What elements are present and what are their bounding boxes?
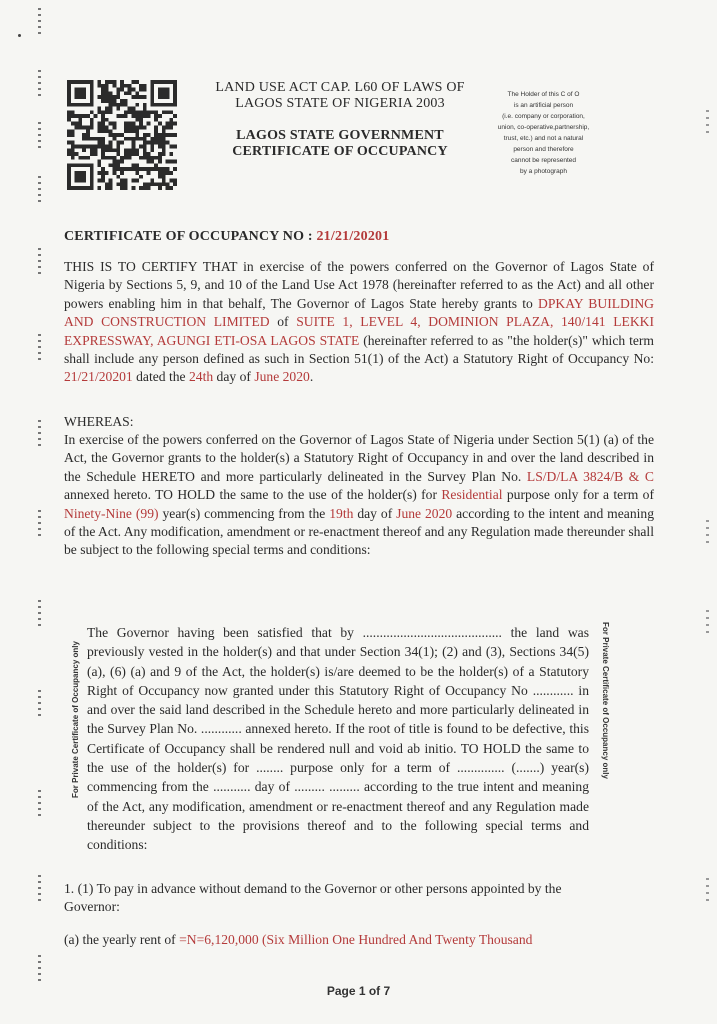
act-title-line-2: LAGOS STATE OF NIGERIA 2003 <box>235 96 445 111</box>
whereas-heading: WHEREAS: <box>64 414 134 429</box>
document-title <box>200 128 480 160</box>
side-label-left: For Private Certificate of Occupancy only <box>71 641 80 798</box>
act-title-line-1: LAND USE ACT CAP. L60 OF LAWS OF <box>215 80 465 95</box>
holder-note: The Holder of this C of O is an artificial person (i.e. company or corporation, union, co-operative,partnership, trust, etc.) and not a natural person and therefore cannot be represented by a photograph <box>497 91 590 175</box>
page-number: Page 1 of 7 <box>326 984 391 998</box>
act-title <box>200 80 480 112</box>
document-title-line-1: LAGOS STATE GOVERNMENT <box>236 128 444 143</box>
scan-speck <box>18 34 21 37</box>
yearly-rent-amount: =N=6,120,000 (Six Million One Hundred And Twenty Thousand <box>179 932 533 947</box>
qr-code <box>67 80 177 190</box>
binder-marks-right <box>706 0 712 1024</box>
certificate-number: CERTIFICATE OF OCCUPANCY NO : 21/21/20201 <box>64 229 390 244</box>
certification-paragraph: THIS IS TO CERTIFY THAT in exercise of the powers conferred on the Governor of Lagos State of Nigeria by Sections 5, 9, and 10 of the Land Use Act 1978 (hereinafter referred to as the Act) and all other powers enabling him in that behalf, The Governor of Lagos State hereby grants to DPKAY BUILDING AND CONSTRUCTION LIMITED of SUITE 1, LEVEL 4, DOMINION PLAZA, 140/141 LEKKI EXPRESSWAY, AGUNGI ETI-OSA LAGOS STATE (hereinafter referred to as "the holder(s)" which term shall include any person defined as such in Section 51(1) of the Act) a Statutory Right of Occupancy No: 21/21/20201 dated the 24th day of June 2020. <box>64 259 654 385</box>
clause-1: 1. (1) To pay in advance without demand to the Governor or other persons appointed by the Governor: <box>64 881 562 915</box>
grantee-address: SUITE 1, LEVEL 4, DOMINION PLAZA, 140/141 LEKKI EXPRESSWAY, AGUNGI ETI-OSA LAGOS STATE <box>64 314 654 348</box>
land-purpose: Residential <box>441 487 503 503</box>
grantee-name: DPKAY BUILDING AND CONSTRUCTION LIMITED <box>64 295 654 330</box>
document-title-line-2: CERTIFICATE OF OCCUPANCY <box>232 144 448 159</box>
clause-1a: (a) the yearly rent of =N=6,120,000 (Six Million One Hundred And Twenty Thousand <box>64 932 533 947</box>
whereas-paragraph: In exercise of the powers conferred on the Governor of Lagos State of Nigeria under Section 5(1) (a) of the Act, the Governor grants to the holder(s) a Statutory Right of Occupancy in and over the land described in the Schedule HERETO and more particularly delineated in the Survey Plan No. LS/D/LA 3824/B & C annexed hereto. TO HOLD the same to the use of the holder(s) for Residential purpose only for a term of Ninety-Nine (99) year(s) commencing from the 19th day of June 2020 according to the intent and meaning of the Act. Any modification, amendment or re-enactment thereof and any Regulation made thereunder shall be subject to the following special terms and conditions: <box>64 432 654 558</box>
certificate-number-value: 21/21/20201 <box>316 229 390 244</box>
lease-term: Ninety-Nine (99) <box>64 505 159 521</box>
right-of-occupancy-number: 21/21/20201 <box>64 369 133 385</box>
private-certificate-paragraph: The Governor having been satisfied that by ......................................... the land was previously vested in the holder(s) and that under Section 34(1); (2) and (3), Sections 34(5) (a), (6) (a) and 9 of the Act, the holder(s) is/are deemed to be the holder(s) of a Statutory Right of Occupancy now granted under this Statutory Right of Occupancy No ............ in and over the said land described in the Schedule hereto and more particularly delineated in the Survey Plan No. ............ annexed hereto. If the root of title is found to be defective, this Certificate of Occupancy shall be rendered null and void ab initio. TO HOLD the same to the use of the holder(s) for ........ purpose only for a term of .............. (.......) year(s) commencing from the ........... day of ......... ......... according to the true intent and meaning of the Act, any modification, amendment or re-enactment thereof and any Regulation made thereunder subject to the provisions thereof and to the following special terms and conditions: <box>87 625 589 853</box>
side-label-right: For Private Certificate of Occupancy only <box>601 622 610 779</box>
binder-marks-left <box>38 0 44 1024</box>
survey-plan-number: LS/D/LA 3824/B & C <box>526 468 654 484</box>
